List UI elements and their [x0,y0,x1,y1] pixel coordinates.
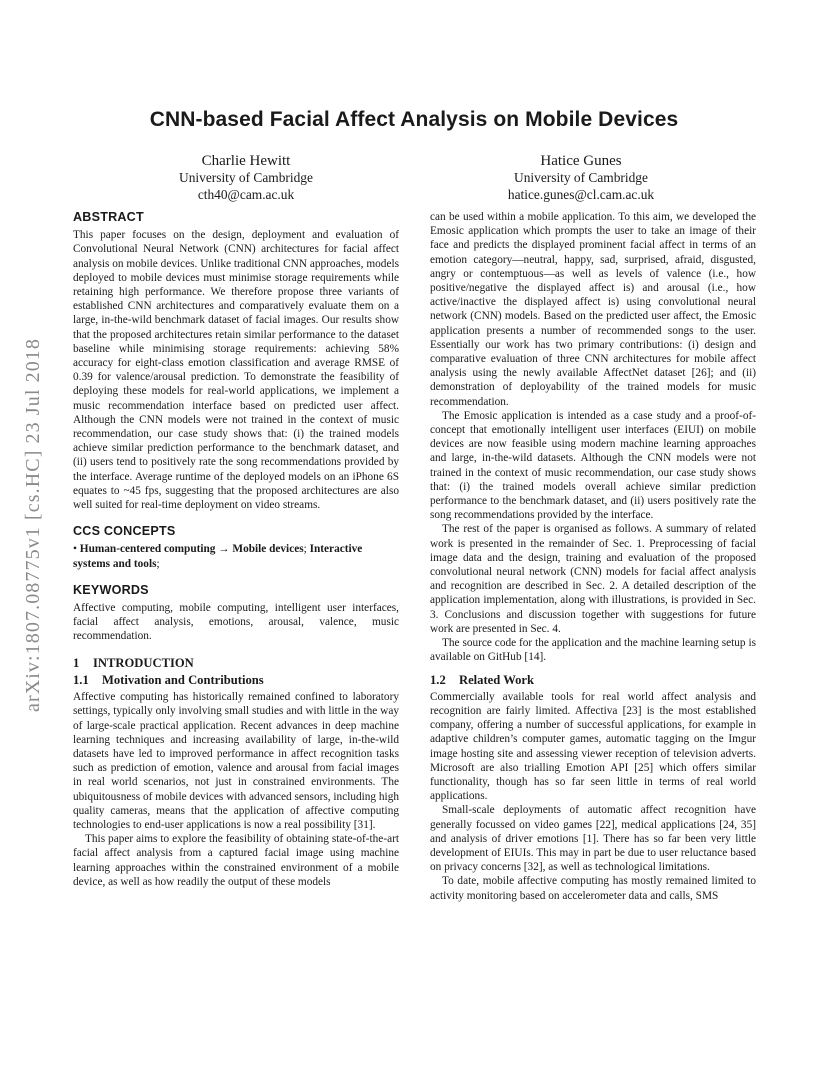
ccs-concept: Interactive systems and tools [73,543,363,570]
paragraph: The Emosic application is intended as a case study and a proof-of-concept that emotionally intelligent user interfaces (EIUI) on mobile devices are now feasible using modern machine learning approaches and large, in-the-wild datasets. Although the CNN models were not trained in the context of music recommendation, our case study shows that: (i) the trained models overall achieve similar prediction performance to the benchmark dataset, and (ii) users positively rate the song recommendations provided by the interface. [430,409,756,522]
subsection-title: Related Work [459,672,534,687]
subsection-number: 1.1 [73,672,89,687]
subsection-heading [430,673,756,687]
paper-title: CNN-based Facial Affect Analysis on Mobile Devices [149,108,679,131]
author-name: Hatice Gunes [540,153,622,169]
left-column [73,210,399,889]
section-number: 1 [73,655,80,670]
paragraph: The source code for the application and the machine learning setup is available on GitHub [14]. [430,637,756,664]
arxiv-stamp [20,290,46,760]
author-email: cth40@cam.ac.uk [197,186,295,202]
keywords-heading: KEYWORDS [73,582,149,597]
paragraph: Commercially available tools for real world affect analysis and recognition are fairly limited. Affectiva [23] is the most established company, offering a number of successful applications, for example in adaptive children’s computer games, automatic tagging on the Imgur image hosting site and assessing viewer reception of television adverts. Microsoft are also trialling Emotion API [25] which offers similar functionality, though has so far seen little in terms of real world applications. [430,690,756,803]
author-affiliation: University of Cambridge [179,170,313,185]
right-column [430,210,756,903]
author-email: hatice.gunes@cl.cam.ac.uk [507,186,655,202]
ccs-separator: ; [303,543,310,556]
abstract-heading: ABSTRACT [73,210,144,224]
subsection-title: Motivation and Contributions [102,672,264,687]
paragraph [73,832,399,889]
paragraph: To date, mobile affective computing has mostly remained limited to activity monitoring based on accelerometer data and calls, SMS [430,875,756,902]
author-name: Charlie Hewitt [201,153,291,169]
arxiv-identifier: arXiv:1807.08775v1 [cs.HC] 23 Jul 2018 [22,338,44,712]
section-title: INTRODUCTION [93,655,194,670]
author-affiliation: University of Cambridge [514,170,648,185]
subsection-heading [73,673,399,687]
ccs-concepts [73,542,399,570]
keywords-text: Affective computing, mobile computing, intelligent user interfaces, facial affect analysis, emotions, arousal, valence, music recommendation. [73,602,399,643]
ccs-concept: Human-centered computing → Mobile devices [79,543,304,556]
paragraph-continued: can be used within a mobile application. To this aim, we developed the Emosic application which prompts the user to take an image of their face and predicts the displayed prominent facial affect in terms of an emotion category—neutral, happy, sad, surprised, afraid, disgusted, angry or contemptuous—as well as levels of valence (i.e., how positive/negative the displayed affect is) and arousal (i.e., how active/inactive the displayed affect is) using convolutional neural network (CNN) models. Based on the predicted user affect, the Emosic application presents a number of recommended songs to the user. Essentially our work has two primary contributions: (i) design and comparative evaluation of three CNN architectures for mobile affect analysis using the newly available AffectNet dataset [26]; and (ii) demonstration of deployability of the trained models for music recommendation. [430,211,756,408]
abstract-text: This paper focuses on the design, deployment and evaluation of Convolutional Neural Network (CNN) architectures for facial affect analysis on mobile devices. Unlike traditional CNN approaches, models deployed to mobile devices must minimise storage requirements while retaining high performance. We therefore propose three variants of established CNN architectures and comparatively evaluate them on a large, in-the-wild benchmark dataset of facial images. Our results show that the proposed architectures retain similar performance to the dataset baseline while minimising storage requirements: achieving 58% accuracy for eight-class emotion classification and average RMSE of 0.39 for valence/arousal prediction. To demonstrate the feasibility of deploying these models for real-world applications, we implement a music recommendation interface based on predicted user affect. Although the CNN models were not trained in the context of music recommendation, our case study shows that: (i) the trained models achieve similar prediction performance to the benchmark dataset, and (ii) users tend to positively rate the song recommendations provided by the interface. Average runtime of the deployed models on an iPhone 6S equates to ~45 fps, suggesting that the proposed architectures are also well suited for real-time deployment on video streams. [73,229,399,512]
paragraph: Small-scale deployments of automatic affect recognition have generally focussed on video games [22], medical applications [24, 35] and analysis of driver emotions [1]. There has so far been very little development of EIUIs. This may in part be due to user reluctance based on privacy concerns [32], as well as technological limitations. [430,804,756,874]
ccs-end: ; [156,557,160,570]
author-block-1 [96,152,396,203]
ccs-heading: CCS CONCEPTS [73,524,176,539]
author-block-2 [431,152,731,203]
paragraph: Affective computing has historically remained confined to laboratory settings, typically only involving small studies and with little in the way of large-scale practical application. Recent advances in deep machine learning techniques and increasing availability of large, in-the-wild datasets have led to improved performance in affect recognition tasks such as prediction of emotion, valence and arousal from facial images in real world scenarios, not just in constrained environments. The ubiquitousness of mobile devices with advanced sensors, including high quality cameras, means that the application of affective computing technologies to end-user applications is now a real possibility [31]. [73,691,399,831]
paragraph-text: This paper aims to explore the feasibility of obtaining state-of-the-art facial affect analysis from a captured facial image using machine learning approaches within the constrained environment of a mobile device, as well as how readily the output of these models [73,833,399,888]
ccs-bullet: • [73,543,77,556]
subsection-number: 1.2 [430,672,446,687]
section-heading [73,656,399,670]
paragraph: The rest of the paper is organised as follows. A summary of related work is presented in the remainder of Sec. 1. Preprocessing of facial image data and the design, training and evaluation of the proposed convolutional neural network (CNN) models for facial affect analysis and recognition are described in Sec. 2. A detailed description of the application implementation, along with illustrations, is provided in Sec. 3. Conclusions and discussion together with suggestions for future work are presented in Sec. 4. [430,523,756,635]
